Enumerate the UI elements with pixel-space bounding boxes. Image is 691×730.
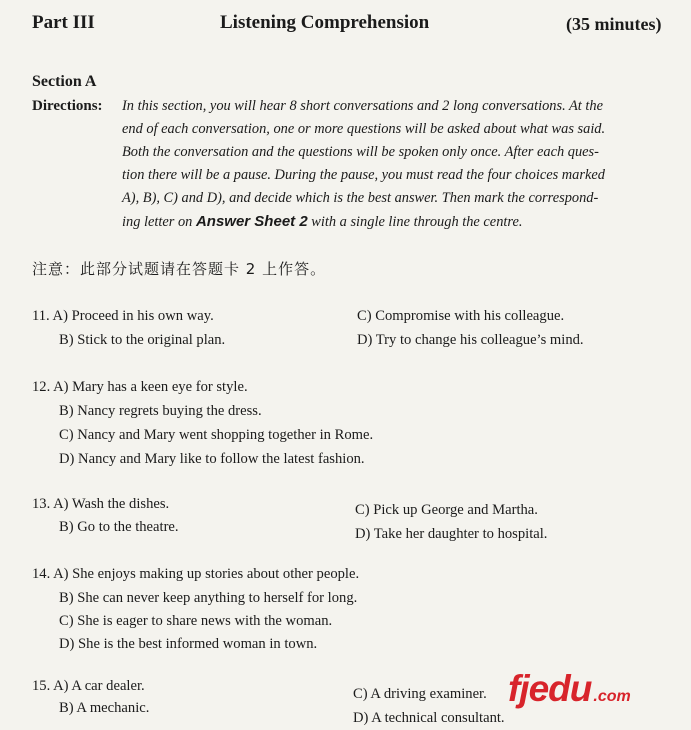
directions-line-3: Both the conversation and the questions will be spoken only once. After each ques- — [122, 144, 599, 160]
answer-sheet-label: Answer Sheet 2 — [195, 213, 308, 230]
directions-line-6-start: ing letter on — [122, 214, 196, 230]
q11-option-d: D) Try to change his colleague’s mind. — [357, 332, 584, 348]
q11-option-c: C) Compromise with his colleague. — [357, 308, 565, 324]
watermark-brand: fjedu — [508, 668, 592, 709]
q11-option-a: 11. A) Proceed in his own way. — [32, 308, 214, 324]
part-label: Part III — [32, 12, 95, 33]
q12-option-a: 12. A) Mary has a keen eye for style. — [32, 379, 248, 395]
q14-option-c: C) She is eager to share news with the woman. — [59, 613, 333, 629]
q13-option-c: C) Pick up George and Martha. — [355, 502, 538, 518]
directions-line-6-end: with a single line through the centre. — [307, 214, 523, 230]
section-heading: Section A — [32, 73, 97, 90]
directions-line-4: tion there will be a pause. During the pause, you must read the four choices marked — [122, 167, 605, 183]
q13-option-d: D) Take her daughter to hospital. — [355, 526, 548, 542]
directions-label: Directions: — [32, 98, 103, 114]
directions-line-6 — [122, 213, 670, 231]
q14-option-d: D) She is the best informed woman in town. — [59, 636, 318, 652]
q15-option-d: D) A technical consultant. — [353, 710, 505, 726]
q12-option-d: D) Nancy and Mary like to follow the latest fashion. — [59, 451, 365, 467]
q12-option-b: B) Nancy regrets buying the dress. — [59, 403, 262, 419]
time-limit: (35 minutes) — [566, 14, 662, 34]
q14-option-a: 14. A) She enjoys making up stories about other people. — [32, 566, 360, 582]
directions-line-2: end of each conversation, one or more questions will be asked about what was said. — [122, 121, 606, 137]
page-title: Listening Comprehension — [220, 12, 430, 33]
directions-line-1: In this section, you will hear 8 short conversations and 2 long conversations. At the — [122, 98, 603, 114]
watermark-logo — [508, 668, 631, 710]
q14-option-b: B) She can never keep anything to herself for long. — [59, 590, 358, 606]
q13-option-b: B) Go to the theatre. — [59, 519, 179, 535]
directions-line-5: A), B), C) and D), and decide which is the best answer. Then mark the correspond- — [122, 190, 599, 206]
q15-option-a: 15. A) A car dealer. — [32, 678, 145, 694]
q11-option-b: B) Stick to the original plan. — [59, 332, 226, 348]
q12-option-c: C) Nancy and Mary went shopping together in Rome. — [59, 427, 374, 443]
q15-option-c: C) A driving examiner. — [353, 686, 487, 702]
watermark-suffix: .com — [593, 688, 631, 705]
note-chinese: 注意：此部分试题请在答题卡 2 上作答。 — [32, 260, 327, 278]
q13-option-a: 13. A) Wash the dishes. — [32, 496, 170, 512]
q15-option-b: B) A mechanic. — [59, 700, 150, 716]
